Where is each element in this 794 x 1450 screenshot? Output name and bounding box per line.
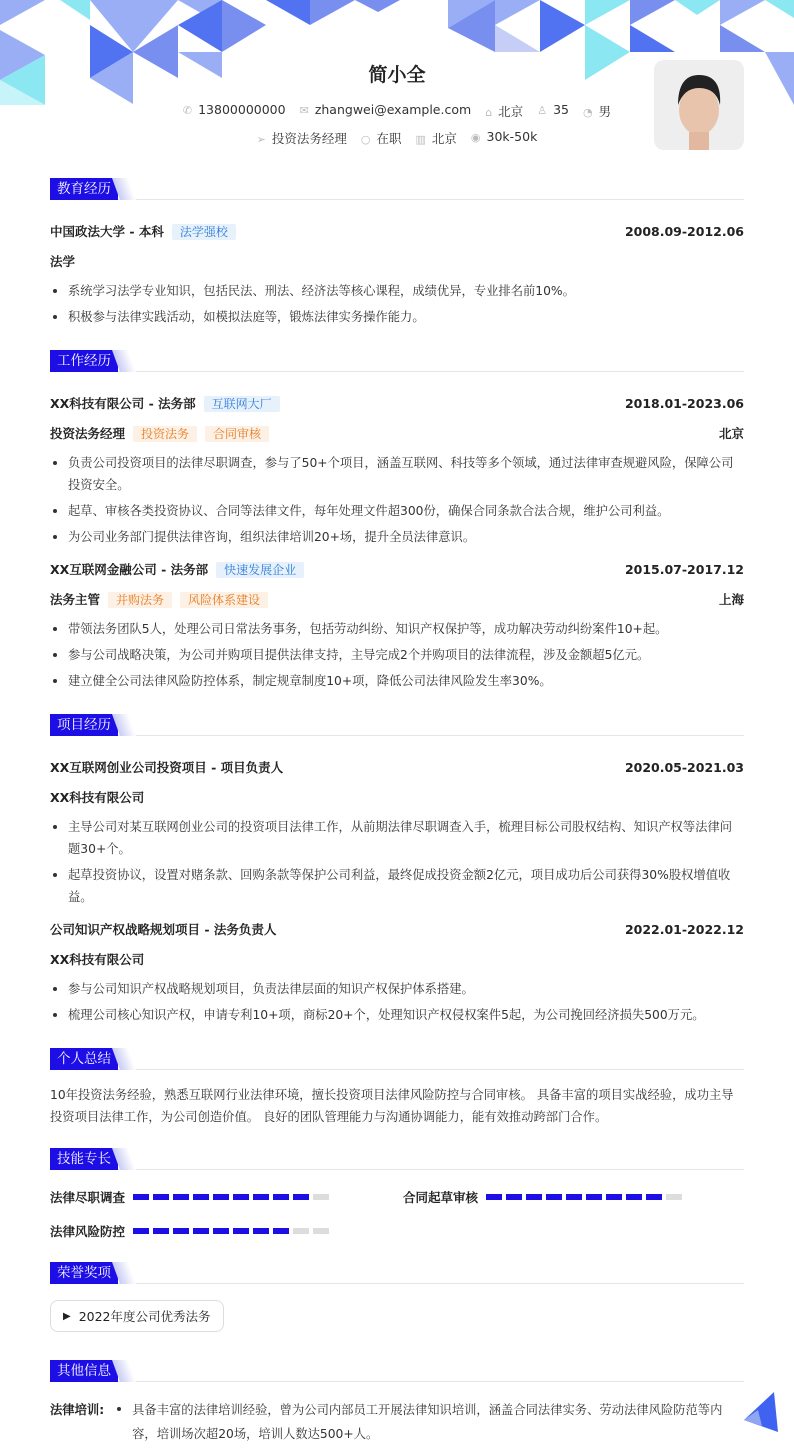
list-item: 系统学习法学专业知识，包括民法、刑法、经济法等核心课程，成绩优异，专业排名前10%。 [50, 280, 744, 302]
salary: ◉ 30k-50k [470, 129, 538, 144]
role-tag: 并购法务 [108, 592, 172, 608]
skill-segment-filled [133, 1194, 149, 1200]
skill-segment-filled [153, 1228, 169, 1234]
section-work: 工作经历 [50, 350, 744, 372]
skill-item: 法律风险防控 [50, 1220, 403, 1242]
role-tag: 风险体系建设 [180, 592, 268, 608]
corner-decoration [744, 1392, 780, 1432]
skill-segment-filled [213, 1228, 229, 1234]
section-summary: 个人总结 [50, 1048, 744, 1070]
phone: ✆ 13800000000 [182, 102, 286, 117]
list-item: 积极参与法律实践活动，如模拟法庭等，锻炼法律实务操作能力。 [50, 306, 744, 328]
city-icon: ▥ [415, 133, 426, 146]
project-name: XX互联网创业公司投资项目 - 项目负责人 [50, 760, 284, 775]
skill-segment-filled [486, 1194, 502, 1200]
skill-segment-filled [153, 1194, 169, 1200]
skill-segment-empty [293, 1228, 309, 1234]
list-item: 参与公司知识产权战略规划项目，负责法律层面的知识产权保护体系搭建。 [50, 978, 744, 1000]
list-item: 起草投资协议，设置对赌条款、回购条款等保护公司利益，最终促成投资金额2亿元，项目成功后公司获得30%股权增值收益。 [50, 864, 744, 908]
project-org: XX科技有限公司 [50, 790, 145, 805]
target-position: ➢ 投资法务经理 [256, 131, 347, 146]
project-date: 2020.05-2021.03 [624, 759, 744, 775]
project-entry [50, 914, 744, 1026]
list-item: 参与公司战略决策，为公司并购项目提供法律支持，主导完成2个并购项目的法律流程，涉及金额超5亿元。 [50, 644, 744, 666]
work-date: 2015.07-2017.12 [624, 561, 744, 577]
job-role: 法务主管 [50, 592, 101, 607]
skill-level-bar [133, 1194, 329, 1200]
skill-item: 合同起草审核 [403, 1186, 703, 1208]
job-status: ○ 在职 [360, 131, 402, 146]
section-honors: 荣誉奖项 [50, 1262, 744, 1284]
list-item: 主导公司对某互联网创业公司的投资项目法律工作，从前期法律尽职调查入手，梳理目标公司股权结构、知识产权等法律问题30+个。 [50, 816, 744, 860]
skill-level-bar [133, 1228, 329, 1234]
section-other: 其他信息 [50, 1360, 744, 1382]
job-role: 投资法务经理 [50, 426, 126, 441]
company-name: XX互联网金融公司 - 法务部 [50, 562, 209, 577]
skill-segment-filled [233, 1228, 249, 1234]
work-date: 2018.01-2023.06 [624, 395, 744, 411]
skill-segment-filled [213, 1194, 229, 1200]
skill-segment-filled [173, 1194, 189, 1200]
summary-text: 10年投资法务经验，熟悉互联网行业法律环境，擅长投资项目法律风险防控与合同审核。 具备丰富的项目实战经验，成功主导投资项目法律工作，为公司创造价值。 良好的团队管理能力与沟通协调能力，能有效推动跨部门合作。 [50, 1088, 734, 1124]
age: ♙ 35 [537, 102, 569, 117]
company-name: XX科技有限公司 - 法务部 [50, 396, 196, 411]
skill-segment-filled [273, 1194, 289, 1200]
skill-segment-filled [193, 1194, 209, 1200]
section-skills: 技能专长 [50, 1148, 744, 1170]
home-city: ⌂ 北京 [485, 104, 524, 119]
skill-segment-filled [566, 1194, 582, 1200]
other-item: 法律培训: 具备丰富的法律培训经验，曾为公司内部员工开展法律知识培训，涵盖合同法律实务、劳动法律风险防范等内容，培训场次超20场，培训人数达500+人。 [50, 1398, 744, 1450]
school-tag: 法学强校 [172, 224, 236, 240]
skill-segment-filled [233, 1194, 249, 1200]
role-tag: 投资法务 [133, 426, 197, 442]
list-item: 梳理公司核心知识产权，申请专利10+项，商标20+个，处理知识产权侵权案件5起，为公司挽回经济损失500万元。 [50, 1004, 744, 1026]
skill-segment-filled [273, 1228, 289, 1234]
company-tag: 互联网大厂 [204, 396, 280, 412]
award-item: ▶ 2022年度公司优秀法务 [50, 1300, 224, 1332]
skill-item: 法律尽职调查 [50, 1186, 403, 1208]
skill-segment-filled [173, 1228, 189, 1234]
skill-segment-empty [313, 1228, 329, 1234]
school-name: 中国政法大学 - 本科 [50, 224, 164, 239]
skill-segment-empty [313, 1194, 329, 1200]
home-icon: ⌂ [485, 106, 493, 119]
skill-segment-filled [546, 1194, 562, 1200]
project-date: 2022.01-2022.12 [624, 921, 744, 937]
gender-icon: ◔ [582, 106, 593, 119]
project-name: 公司知识产权战略规划项目 - 法务负责人 [50, 922, 277, 937]
skill-segment-filled [293, 1194, 309, 1200]
skill-segment-filled [253, 1194, 269, 1200]
skill-segment-filled [133, 1228, 149, 1234]
list-item: 为公司业务部门提供法律咨询，组织法律培训20+场，提升全员法律意识。 [50, 526, 744, 548]
education-entry [50, 216, 744, 328]
project-org: XX科技有限公司 [50, 952, 145, 967]
edu-date: 2008.09-2012.06 [624, 223, 744, 239]
skill-segment-filled [253, 1228, 269, 1234]
major: 法学 [50, 254, 76, 269]
salary-icon: ◉ [470, 131, 481, 144]
email-icon: ✉ [299, 104, 309, 117]
status-icon: ○ [360, 133, 371, 146]
role-tag: 合同审核 [205, 426, 269, 442]
skill-segment-filled [626, 1194, 642, 1200]
work-entry [50, 388, 744, 548]
skill-level-bar [486, 1194, 682, 1200]
skill-segment-filled [526, 1194, 542, 1200]
triangle-icon: ▶ [63, 1310, 71, 1322]
work-entry [50, 554, 744, 692]
age-icon: ♙ [537, 104, 548, 117]
gender: ◔ 男 [582, 104, 612, 119]
work-city: 北京 [718, 426, 744, 441]
send-icon: ➢ [256, 133, 266, 146]
skill-segment-empty [666, 1194, 682, 1200]
candidate-name: 简小全 [368, 64, 426, 86]
avatar [654, 60, 744, 150]
skill-segment-filled [586, 1194, 602, 1200]
phone-icon: ✆ [182, 104, 193, 117]
skill-segment-filled [193, 1228, 209, 1234]
skill-segment-filled [606, 1194, 622, 1200]
skill-segment-filled [506, 1194, 522, 1200]
section-projects: 项目经历 [50, 714, 744, 736]
list-item: 建立健全公司法律风险防控体系，制定规章制度10+项，降低公司法律风险发生率30%。 [50, 670, 744, 692]
work-city: 上海 [718, 592, 744, 607]
section-education: 教育经历 [50, 178, 744, 200]
target-city: ▥ 北京 [415, 131, 457, 146]
project-entry [50, 752, 744, 908]
company-tag: 快速发展企业 [216, 562, 304, 578]
list-item: 负责公司投资项目的法律尽职调查，参与了50+个项目，涵盖互联网、科技等多个领域，通过法律审查规避风险，保障公司投资安全。 [50, 452, 744, 496]
list-item: 起草、审核各类投资协议、合同等法律文件，每年处理文件超300份，确保合同条款合法合规，维护公司利益。 [50, 500, 744, 522]
email: ✉ zhangwei@example.com [299, 102, 472, 117]
list-item: 带领法务团队5人，处理公司日常法务事务，包括劳动纠纷、知识产权保护等，成功解决劳动纠纷案件10+起。 [50, 618, 744, 640]
skill-segment-filled [646, 1194, 662, 1200]
